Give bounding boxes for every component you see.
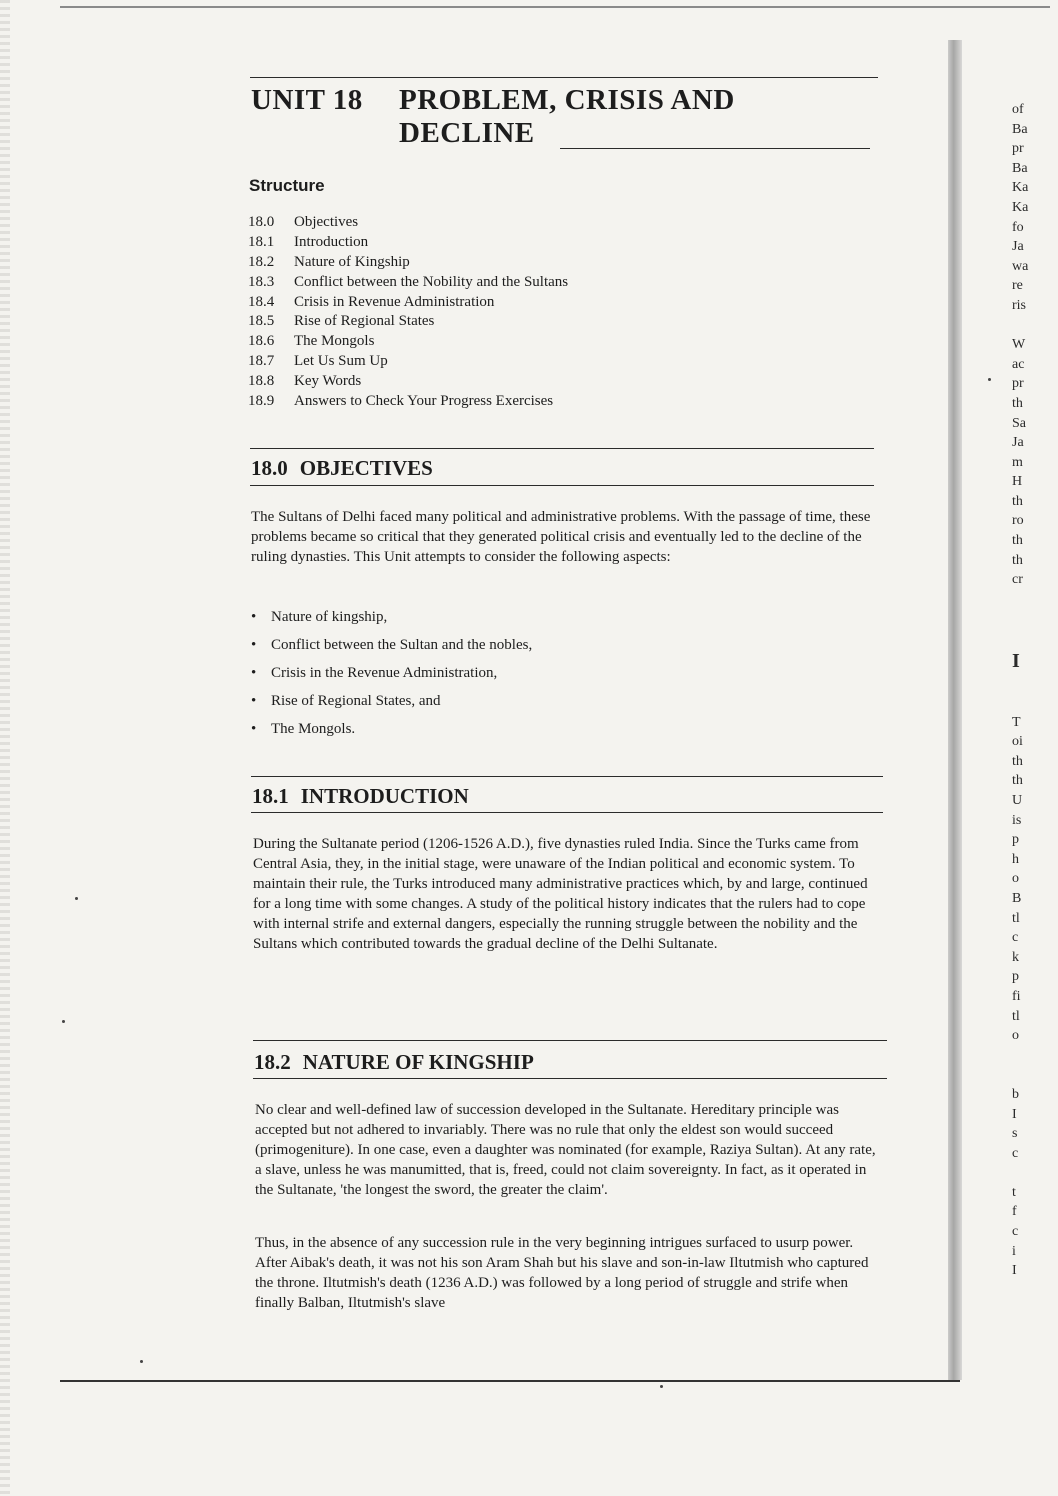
- bullet-dot-icon: •: [251, 609, 257, 625]
- adjacent-page-fragment: th: [1012, 552, 1023, 568]
- section-number: 18.1: [252, 784, 289, 808]
- scan-speck: [75, 897, 78, 900]
- adjacent-page-fragment: [1012, 1065, 1058, 1085]
- toc-label: Answers to Check Your Progress Exercises: [294, 393, 554, 410]
- toc-item: [248, 332, 748, 352]
- adjacent-page-fragment: Ka: [1012, 199, 1029, 215]
- adjacent-page-fragment: Ja: [1012, 239, 1024, 255]
- adjacent-page-fragment: I: [1012, 1263, 1017, 1279]
- adjacent-page-fragments: [1012, 100, 1058, 1281]
- bullet-dot-icon: •: [251, 665, 257, 681]
- toc-item: [248, 312, 748, 332]
- adjacent-page-fragment: th: [1012, 753, 1023, 769]
- adjacent-page-fragment: p: [1012, 969, 1019, 985]
- adjacent-page-fragment: of: [1012, 102, 1024, 117]
- section-title: INTRODUCTION: [300, 784, 469, 808]
- toc-item: [248, 253, 748, 273]
- adjacent-page-fragment: is: [1012, 812, 1022, 828]
- toc-label: The Mongols: [294, 333, 375, 350]
- unit-title-line2: DECLINE: [399, 117, 535, 149]
- bullet-text: Crisis in the Revenue Administration,: [271, 665, 498, 681]
- adjacent-page-fragment: pr: [1012, 376, 1024, 392]
- adjacent-page-fragment: I: [1012, 650, 1020, 673]
- header-bottom-rule: [560, 148, 870, 149]
- toc-label: Key Words: [294, 373, 362, 390]
- adjacent-page-fragment: [1012, 1163, 1058, 1183]
- adjacent-page-fragment: tl: [1012, 910, 1020, 926]
- adjacent-page-fragment: f: [1012, 1204, 1017, 1220]
- adjacent-page-fragment: [1012, 693, 1058, 713]
- adjacent-page-fragment: th: [1012, 533, 1023, 549]
- toc-label: Rise of Regional States: [294, 313, 435, 330]
- adjacent-page-fragment: Ka: [1012, 180, 1029, 196]
- adjacent-page-fragment: ro: [1012, 513, 1024, 529]
- bullet-item: [251, 718, 532, 746]
- scan-speck: [988, 378, 991, 381]
- toc-item: [248, 233, 748, 253]
- introduction-bottom-rule: [251, 812, 883, 813]
- adjacent-page-fragment: th: [1012, 493, 1023, 509]
- toc-item: [248, 293, 748, 313]
- adjacent-page-fragment: [1012, 609, 1058, 629]
- adjacent-page-fragment: U: [1012, 793, 1023, 808]
- section-number: 18.2: [254, 1050, 291, 1074]
- scan-left-edge: [0, 0, 10, 1496]
- objectives-top-rule: [250, 448, 874, 449]
- toc-number: 18.2: [248, 253, 275, 270]
- adjacent-page-fragment: oi: [1012, 734, 1023, 750]
- toc-item: [248, 273, 748, 293]
- adjacent-page-fragment: wa: [1012, 258, 1029, 274]
- adjacent-page-fragment: fo: [1012, 219, 1024, 235]
- adjacent-page-fragment: o: [1012, 871, 1019, 887]
- toc-item: [248, 213, 748, 233]
- adjacent-page-fragment: cr: [1012, 572, 1023, 588]
- adjacent-page-fragment: pr: [1012, 141, 1024, 157]
- header-top-rule: [250, 77, 878, 78]
- bullet-dot-icon: •: [251, 637, 257, 653]
- scan-speck: [140, 1360, 143, 1363]
- adjacent-page-fragment: [1012, 590, 1058, 610]
- adjacent-page-fragment: H: [1012, 474, 1023, 490]
- adjacent-page-fragment: W: [1012, 337, 1026, 353]
- objectives-bullet-list: [251, 606, 532, 746]
- bullet-text: Nature of kingship,: [271, 609, 388, 625]
- toc-number: 18.6: [248, 333, 275, 350]
- scan-speck: [660, 1385, 663, 1388]
- toc-label: Nature of Kingship: [294, 253, 410, 270]
- objectives-bottom-rule: [250, 485, 874, 486]
- toc-number: 18.8: [248, 373, 275, 390]
- adjacent-page-fragment: Ba: [1012, 160, 1028, 176]
- structure-heading: Structure: [249, 176, 325, 195]
- toc-number: 18.0: [248, 214, 275, 230]
- bullet-text: Rise of Regional States, and: [271, 693, 441, 709]
- adjacent-page-fragment: b: [1012, 1086, 1019, 1102]
- adjacent-page-fragment: c: [1012, 1145, 1019, 1161]
- section-title: OBJECTIVES: [299, 456, 433, 480]
- kingship-paragraph-2: Thus, in the absence of any succession rule in the very beginning intrigues surfaced to usurp power. After Aibak's death, it was not his son Aram Shah but his slave and son-in-law Iltutmish who captured the throne. Iltutmish's death (1236 A.D.) was followed by a long period of struggle and strife when finally Balban, Iltutmish's slave: [255, 1235, 869, 1311]
- toc-item: [248, 392, 748, 412]
- bullet-dot-icon: •: [251, 693, 257, 709]
- adjacent-page-fragment: s: [1012, 1126, 1018, 1142]
- page-bottom-rule: [60, 1380, 960, 1382]
- section-heading-kingship: [254, 1050, 534, 1075]
- scan-speck: [62, 1020, 65, 1023]
- toc-number: 18.1: [248, 233, 275, 250]
- adjacent-page-fragment: I: [1012, 1106, 1017, 1122]
- adjacent-page-fragment: k: [1012, 949, 1019, 965]
- adjacent-page-fragment: Ja: [1012, 435, 1024, 451]
- adjacent-page-fragment: T: [1012, 714, 1021, 730]
- bullet-item: [251, 606, 532, 634]
- adjacent-page-fragment: o: [1012, 1028, 1019, 1044]
- kingship-paragraph-1: No clear and well-defined law of succession developed in the Sultanate. Hereditary principle was accepted but not adhered to invariably. There was no rule that only the eldest son would succeed (primogeniture). In one case, even a daughter was nominated (for example, Raziya Sultan). At any rate, a slave, unless he was manumitted, that is, freed, could not claim sovereignty. In fact, as it operated in the Sultanate, 'the longest the sword, the greater the claim'.: [255, 1102, 876, 1198]
- toc-number: 18.4: [248, 293, 275, 310]
- bullet-dot-icon: •: [251, 721, 257, 737]
- unit-title-text: [399, 84, 859, 150]
- adjacent-page-fragment: tl: [1012, 1008, 1020, 1024]
- toc-label: Crisis in Revenue Administration: [294, 293, 495, 310]
- toc-item: [248, 352, 748, 372]
- bullet-item: [251, 690, 532, 718]
- adjacent-page-fragment: c: [1012, 930, 1019, 946]
- adjacent-page-fragment: th: [1012, 773, 1023, 789]
- unit-title-line1: PROBLEM, CRISIS AND: [399, 84, 735, 116]
- section-heading-objectives: [251, 456, 433, 481]
- bullet-text: The Mongols.: [271, 721, 356, 737]
- section-heading-introduction: [252, 784, 469, 809]
- adjacent-page-fragment: h: [1012, 851, 1019, 867]
- kingship-top-rule: [253, 1040, 887, 1041]
- adjacent-page-fragment: B: [1012, 890, 1022, 906]
- toc-label: Conflict between the Nobility and the Sultans: [294, 273, 569, 290]
- adjacent-page-fragment: t: [1012, 1184, 1016, 1200]
- toc-label: Objectives: [294, 214, 359, 230]
- adjacent-page-fragment: fi: [1012, 988, 1021, 1004]
- adjacent-page-fragment: p: [1012, 832, 1019, 848]
- section-number: 18.0: [251, 456, 288, 480]
- adjacent-page-fragment: c: [1012, 1224, 1019, 1240]
- section-title: NATURE OF KINGSHIP: [302, 1050, 534, 1074]
- bullet-item: [251, 662, 532, 690]
- introduction-paragraph: During the Sultanate period (1206-1526 A.D.), five dynasties ruled India. Since the Turks came from Central Asia, they, in the initial stage, were unaware of the Indian political and economic system. To maintain their rule, the Turks introduced many administrative practices which, by and large, continued for a long time with some changes. A study of the political history indicates that the rulers had to cope with internal strife and external dangers, especially the running struggle between the nobility and the Sultans which contributed towards the gradual decline of the Delhi Sultanate.: [253, 836, 868, 952]
- adjacent-page-fragment: [1012, 316, 1058, 336]
- toc-label: Introduction: [294, 233, 369, 250]
- toc-label: Let Us Sum Up: [294, 353, 388, 370]
- adjacent-page-fragment: ris: [1012, 297, 1026, 313]
- adjacent-page-fragment: th: [1012, 395, 1023, 411]
- adjacent-page-fragment: re: [1012, 278, 1023, 294]
- introduction-top-rule: [251, 776, 883, 777]
- toc-number: 18.5: [248, 313, 275, 330]
- adjacent-page-fragment: [1012, 1046, 1058, 1066]
- book-gutter-shadow: [948, 40, 962, 1380]
- adjacent-page-fragment: Ba: [1012, 121, 1028, 137]
- unit-number: UNIT 18: [251, 84, 363, 116]
- toc-item: [248, 372, 748, 392]
- adjacent-page-fragment: m: [1012, 454, 1023, 470]
- adjacent-page-fragment: i: [1012, 1243, 1016, 1259]
- bullet-item: [251, 634, 532, 662]
- toc-number: 18.9: [248, 393, 275, 410]
- scan-top-edge: [60, 6, 1050, 8]
- adjacent-page-fragment: Sa: [1012, 415, 1026, 431]
- bullet-text: Conflict between the Sultan and the nobles,: [271, 637, 533, 653]
- toc-number: 18.7: [248, 353, 275, 370]
- toc-number: 18.3: [248, 273, 275, 290]
- objectives-paragraph: The Sultans of Delhi faced many political and administrative problems. With the passage of time, these problems became so critical that they generated political crisis and eventually led to the decline of the ruling dynasties. This Unit attempts to consider the following aspects:: [251, 509, 871, 565]
- structure-list: [248, 213, 748, 412]
- adjacent-page-fragment: ac: [1012, 356, 1025, 372]
- kingship-bottom-rule: [253, 1078, 887, 1079]
